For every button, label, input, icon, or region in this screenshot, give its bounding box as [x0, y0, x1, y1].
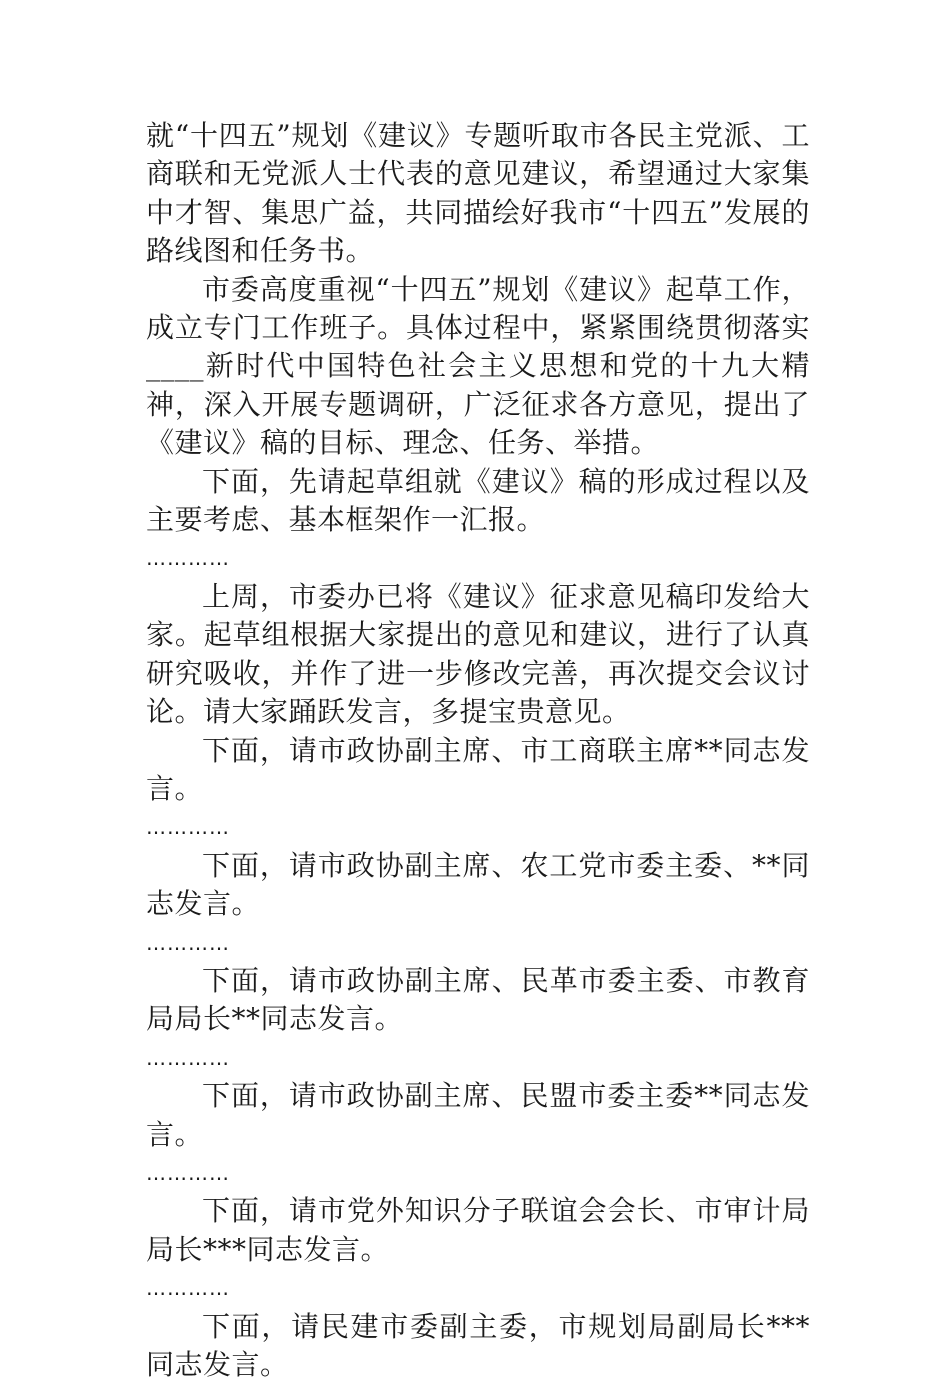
ellipsis-separator: ………… — [146, 930, 230, 955]
paragraph-opening-continuation: 就“十四五”规划《建议》专题听取市各民主党派、工商联和无党派人士代表的意见建议，希望通过大家集中才智、集思广益，共同描绘好我市“十四五”发展的路线图和任务书。 — [146, 119, 810, 268]
paragraph-speaker-3: 下面，请市政协副主席、民革市委主委、市教育局局长**同志发言。 — [146, 963, 810, 1036]
paragraph-speaker-2: 下面，请市政协副主席、农工党市委主委、**同志发言。 — [146, 848, 810, 921]
paragraph-drafting-report-intro: 下面，先请起草组就《建议》稿的形成过程以及主要考虑、基本框架作一汇报。 — [146, 464, 810, 537]
paragraph-speaker-4: 下面，请市政协副主席、民盟市委主委**同志发言。 — [146, 1079, 810, 1151]
ellipsis-separator: ………… — [146, 815, 230, 840]
paragraph-feedback-request: 上周，市委办已将《建议》征求意见稿印发给大家。起草组根据大家提出的意见和建议，进行了认真研究吸收，并作了进一步修改完善，再次提交会议讨论。请大家踊跃发言，多提宝贵意见。 — [146, 579, 810, 729]
ellipsis-separator: ………… — [146, 1045, 230, 1070]
ellipsis-separator: ………… — [146, 1276, 230, 1301]
paragraph-drafting-work: 市委高度重视“十四五”规划《建议》起草工作，成立专门工作班子。具体过程中，紧紧围绕贯彻落实____新时代中国特色社会主义思想和党的十九大精神，深入开展专题调研，广泛征求各方意见，提出了《建议》稿的目标、理念、任务、举措。 — [146, 272, 810, 460]
paragraph-speaker-5: 下面，请市党外知识分子联谊会会长、市审计局局长***同志发言。 — [146, 1194, 810, 1266]
paragraph-speaker-6: 下面，请民建市委副主委，市规划局副局长***同志发言。 — [146, 1309, 810, 1381]
paragraph-speaker-1: 下面，请市政协副主席、市工商联主席**同志发言。 — [146, 733, 810, 805]
document-body — [146, 117, 810, 1384]
ellipsis-separator: ………… — [146, 1160, 230, 1185]
ellipsis-separator: ………… — [146, 546, 230, 571]
